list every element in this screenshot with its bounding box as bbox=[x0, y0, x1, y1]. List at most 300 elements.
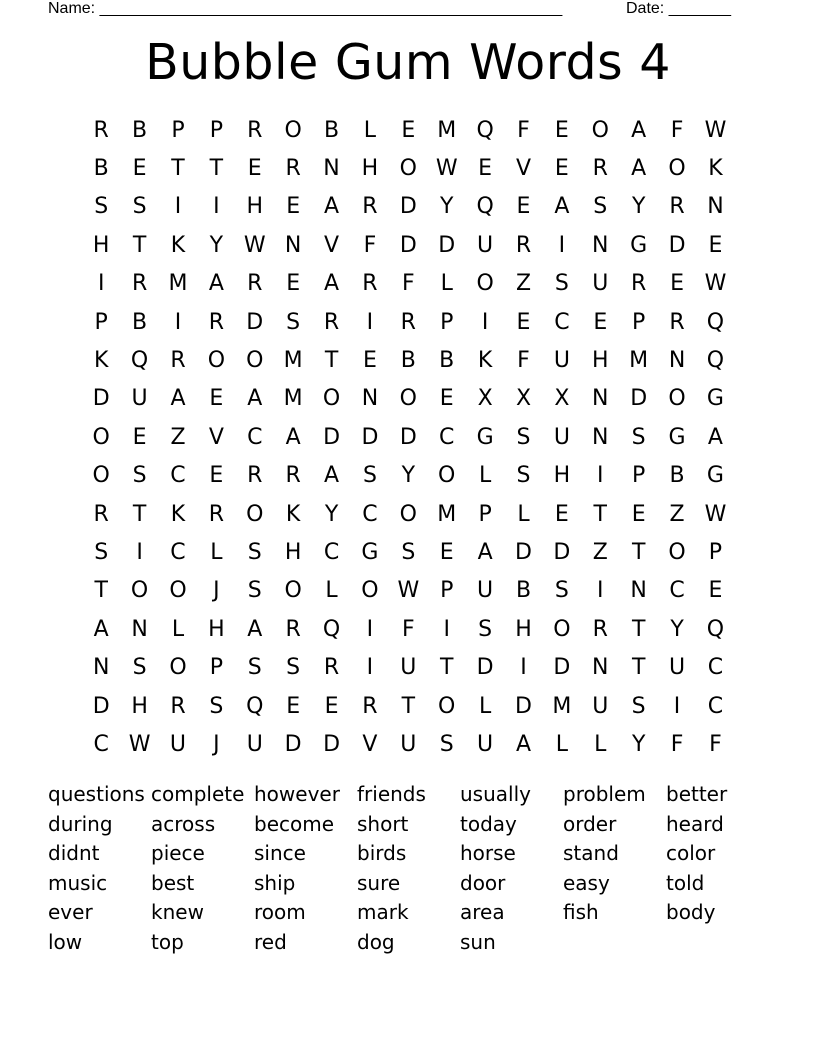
grid-letter: P bbox=[94, 309, 108, 335]
grid-letter: N bbox=[131, 616, 148, 642]
grid-letter: F bbox=[401, 271, 415, 297]
grid-letter: A bbox=[631, 117, 647, 143]
grid-letter: Q bbox=[130, 348, 149, 374]
grid-letter: O bbox=[246, 348, 264, 374]
grid-letter: S bbox=[209, 693, 224, 719]
word-list-item: dog bbox=[357, 929, 395, 954]
grid-letter: C bbox=[170, 463, 186, 489]
grid-letter: L bbox=[171, 616, 185, 642]
grid-letter: L bbox=[478, 693, 492, 719]
grid-letter: I bbox=[481, 309, 489, 335]
grid-letter: H bbox=[208, 616, 225, 642]
grid-letter: E bbox=[324, 693, 339, 719]
grid-letter: J bbox=[213, 731, 220, 757]
word-list-item: ship bbox=[254, 870, 296, 895]
grid-letter: U bbox=[553, 348, 570, 374]
grid-letter: K bbox=[93, 348, 109, 374]
grid-letter: C bbox=[554, 309, 570, 335]
grid-letter: M bbox=[283, 386, 303, 412]
grid-letter: E bbox=[247, 156, 262, 182]
word-list-item: color bbox=[666, 841, 716, 866]
grid-letter: F bbox=[670, 731, 684, 757]
grid-letter: M bbox=[437, 501, 457, 527]
grid-letter: C bbox=[323, 539, 340, 565]
grid-letter: S bbox=[132, 655, 147, 681]
grid-letter: O bbox=[169, 655, 187, 681]
grid-letter: Y bbox=[324, 501, 339, 527]
grid-letter: S bbox=[631, 424, 646, 450]
word-list-item: music bbox=[48, 870, 108, 895]
grid-letter: I bbox=[597, 578, 604, 604]
grid-letter: H bbox=[515, 616, 532, 642]
grid-letter: R bbox=[247, 271, 263, 297]
grid-letter: L bbox=[325, 578, 338, 604]
grid-letter: B bbox=[439, 348, 455, 374]
grid-letter: I bbox=[366, 616, 374, 642]
grid-letter: T bbox=[171, 156, 185, 182]
grid-letter: A bbox=[477, 539, 493, 565]
grid-letter: Y bbox=[439, 194, 454, 220]
grid-letter: D bbox=[399, 424, 417, 450]
grid-letter: W bbox=[704, 271, 727, 297]
page-title: Bubble Gum Words 4 bbox=[145, 34, 671, 91]
grid-letter: H bbox=[553, 463, 571, 489]
grid-letter: U bbox=[553, 424, 570, 450]
grid-letter: S bbox=[286, 309, 301, 335]
grid-letter: O bbox=[399, 156, 417, 182]
grid-letter: T bbox=[593, 501, 607, 527]
grid-letter: E bbox=[439, 539, 454, 565]
grid-letter: E bbox=[708, 578, 723, 604]
grid-letter: C bbox=[93, 731, 109, 757]
grid-letter: G bbox=[630, 232, 648, 258]
grid-letter: S bbox=[478, 616, 493, 642]
grid-letter: I bbox=[136, 539, 143, 565]
grid-letter: R bbox=[93, 501, 109, 527]
grid-letter: R bbox=[362, 194, 378, 220]
grid-letter: Q bbox=[706, 348, 725, 374]
grid-letter: W bbox=[435, 156, 458, 182]
word-list-item: top bbox=[151, 929, 184, 954]
grid-letter: Q bbox=[706, 616, 725, 642]
grid-letter: T bbox=[401, 693, 416, 719]
grid-letter: R bbox=[247, 463, 263, 489]
grid-letter: L bbox=[363, 117, 377, 143]
word-list-item: knew bbox=[151, 900, 204, 925]
grid-letter: I bbox=[673, 693, 681, 719]
grid-letter: M bbox=[168, 271, 188, 297]
grid-letter: D bbox=[553, 655, 571, 681]
grid-letter: L bbox=[210, 539, 223, 565]
grid-letter: R bbox=[323, 655, 340, 681]
grid-letter: W bbox=[243, 232, 266, 258]
grid-letter: N bbox=[592, 232, 609, 258]
grid-letter: D bbox=[438, 232, 456, 258]
grid-letter: T bbox=[209, 156, 224, 182]
word-list-item: problem bbox=[563, 782, 646, 806]
grid-letter: N bbox=[630, 578, 647, 604]
word-list-item: usually bbox=[460, 782, 531, 806]
grid-letter: Y bbox=[670, 616, 684, 642]
grid-letter: S bbox=[516, 463, 531, 489]
grid-letter: K bbox=[708, 156, 723, 182]
grid-letter: K bbox=[285, 501, 301, 527]
word-list-item: red bbox=[254, 929, 287, 954]
grid-letter: R bbox=[170, 348, 186, 374]
grid-letter: U bbox=[592, 271, 609, 297]
grid-letter: C bbox=[362, 501, 378, 527]
grid-letter: I bbox=[520, 655, 527, 681]
grid-letter: R bbox=[247, 117, 263, 143]
grid-letter: E bbox=[362, 348, 377, 374]
grid-letter: V bbox=[515, 156, 532, 182]
grid-letter: O bbox=[438, 693, 456, 719]
grid-letter: B bbox=[132, 309, 148, 335]
word-list-item: across bbox=[151, 811, 216, 836]
grid-letter: F bbox=[517, 117, 530, 143]
grid-letter: P bbox=[708, 539, 723, 565]
grid-letter: A bbox=[631, 156, 647, 182]
grid-letter: O bbox=[438, 463, 456, 489]
grid-letter: A bbox=[707, 424, 723, 450]
grid-letter: E bbox=[670, 271, 684, 297]
grid-letter: Q bbox=[246, 693, 264, 719]
grid-letter: S bbox=[631, 693, 646, 719]
word-list-item: friends bbox=[357, 782, 426, 806]
grid-letter: O bbox=[284, 117, 302, 143]
grid-letter: E bbox=[708, 232, 723, 258]
grid-letter: G bbox=[668, 424, 686, 450]
grid-letter: B bbox=[400, 348, 416, 374]
grid-letter: A bbox=[93, 616, 109, 642]
grid-letter: S bbox=[593, 194, 608, 220]
grid-letter: I bbox=[597, 463, 604, 489]
grid-letter: W bbox=[397, 578, 420, 604]
grid-letter: R bbox=[323, 309, 340, 335]
grid-letter: E bbox=[631, 501, 646, 527]
word-list-item: body bbox=[666, 900, 716, 925]
grid-letter: S bbox=[94, 539, 109, 565]
grid-letter: A bbox=[247, 616, 263, 642]
word-list-item: sun bbox=[460, 929, 496, 954]
grid-letter: U bbox=[669, 655, 686, 681]
grid-letter: H bbox=[592, 348, 609, 374]
grid-letter: N bbox=[707, 194, 724, 220]
grid-letter: L bbox=[517, 501, 530, 527]
grid-letter: B bbox=[93, 156, 109, 182]
grid-letter: I bbox=[213, 194, 220, 220]
grid-letter: T bbox=[631, 616, 646, 642]
grid-letter: E bbox=[401, 117, 416, 143]
grid-letter: O bbox=[322, 386, 341, 412]
grid-letter: L bbox=[594, 731, 607, 757]
word-list-item: sure bbox=[357, 870, 401, 895]
word-list-item: ever bbox=[48, 900, 93, 925]
word-list-item: told bbox=[666, 870, 705, 895]
grid-letter: A bbox=[247, 386, 263, 412]
grid-letter: Y bbox=[631, 731, 646, 757]
grid-letter: R bbox=[131, 271, 148, 297]
grid-letter: I bbox=[443, 616, 450, 642]
grid-letter: U bbox=[592, 693, 609, 719]
grid-letter: D bbox=[630, 386, 648, 412]
grid-letter: I bbox=[366, 655, 374, 681]
grid-letter: G bbox=[706, 463, 724, 489]
grid-letter: N bbox=[592, 424, 609, 450]
grid-letter: N bbox=[323, 156, 340, 182]
word-list-item: become bbox=[254, 811, 335, 836]
grid-letter: Y bbox=[401, 463, 416, 489]
grid-letter: F bbox=[401, 616, 415, 642]
date-field-label: Date: _______ bbox=[626, 0, 731, 17]
grid-letter: E bbox=[209, 463, 224, 489]
grid-letter: E bbox=[554, 501, 569, 527]
grid-letter: O bbox=[591, 117, 609, 143]
grid-letter: S bbox=[401, 539, 416, 565]
word-list-item: horse bbox=[460, 841, 516, 866]
grid-letter: D bbox=[476, 655, 494, 681]
grid-letter: E bbox=[132, 156, 147, 182]
word-list-item: questions bbox=[48, 782, 145, 806]
grid-letter: W bbox=[704, 501, 727, 527]
word-list-item: piece bbox=[151, 841, 205, 866]
grid-letter: J bbox=[213, 578, 220, 604]
grid-letter: K bbox=[477, 348, 493, 374]
grid-letter: E bbox=[286, 693, 301, 719]
grid-letter: S bbox=[247, 578, 262, 604]
grid-letter: K bbox=[170, 501, 186, 527]
grid-letter: T bbox=[94, 578, 108, 604]
grid-letter: P bbox=[209, 655, 223, 681]
grid-letter: U bbox=[400, 655, 417, 681]
word-list-item: order bbox=[563, 811, 617, 836]
grid-letter: L bbox=[440, 271, 453, 297]
word-list-item: short bbox=[357, 811, 409, 836]
grid-letter: A bbox=[285, 424, 301, 450]
grid-letter: S bbox=[247, 539, 262, 565]
grid-letter: O bbox=[284, 578, 302, 604]
grid-letter: R bbox=[362, 271, 378, 297]
grid-letter: F bbox=[363, 232, 377, 258]
word-list-item: however bbox=[254, 782, 340, 806]
grid-letter: F bbox=[670, 117, 684, 143]
grid-letter: E bbox=[132, 424, 147, 450]
grid-letter: N bbox=[361, 386, 379, 412]
grid-letter: H bbox=[284, 539, 302, 565]
grid-letter: O bbox=[668, 156, 686, 182]
grid-letter: I bbox=[558, 232, 566, 258]
grid-letter: V bbox=[324, 232, 340, 258]
grid-letter: P bbox=[440, 309, 454, 335]
grid-letter: I bbox=[366, 309, 374, 335]
grid-letter: O bbox=[92, 424, 110, 450]
word-list-item: mark bbox=[357, 900, 409, 925]
grid-letter: H bbox=[92, 232, 110, 258]
grid-letter: T bbox=[631, 539, 646, 565]
grid-letter: U bbox=[477, 232, 494, 258]
grid-letter: E bbox=[593, 309, 608, 335]
grid-letter: O bbox=[399, 386, 417, 412]
grid-letter: R bbox=[285, 616, 301, 642]
grid-letter: O bbox=[553, 616, 571, 642]
grid-letter: S bbox=[554, 578, 569, 604]
grid-letter: R bbox=[285, 156, 301, 182]
grid-letter: Q bbox=[322, 616, 341, 642]
grid-letter: D bbox=[323, 424, 341, 450]
grid-letter: P bbox=[478, 501, 492, 527]
grid-letter: O bbox=[361, 578, 379, 604]
header-line bbox=[48, 0, 768, 20]
grid-letter: U bbox=[131, 386, 148, 412]
grid-letter: E bbox=[286, 271, 301, 297]
grid-letter: O bbox=[246, 501, 264, 527]
grid-letter: T bbox=[324, 348, 339, 374]
grid-letter: U bbox=[477, 731, 494, 757]
grid-letter: A bbox=[515, 731, 532, 757]
grid-letter: O bbox=[169, 578, 187, 604]
grid-letter: L bbox=[478, 463, 492, 489]
grid-letter: P bbox=[209, 117, 223, 143]
grid-letter: A bbox=[324, 194, 340, 220]
grid-letter: H bbox=[246, 194, 264, 220]
grid-letter: Q bbox=[706, 309, 725, 335]
grid-letter: O bbox=[207, 348, 226, 374]
word-list-item: area bbox=[460, 900, 505, 925]
grid-letter: Z bbox=[669, 501, 685, 527]
grid-letter: D bbox=[361, 424, 379, 450]
grid-letter: C bbox=[247, 424, 263, 450]
grid-letter: X bbox=[554, 386, 570, 412]
grid-letter: L bbox=[555, 731, 569, 757]
grid-letter: H bbox=[361, 156, 379, 182]
grid-letter: M bbox=[552, 693, 572, 719]
grid-letter: T bbox=[132, 501, 147, 527]
grid-letter: E bbox=[516, 309, 531, 335]
grid-letter: O bbox=[130, 578, 149, 604]
grid-letter: V bbox=[208, 424, 224, 450]
word-list bbox=[48, 780, 769, 958]
grid-letter: T bbox=[631, 655, 646, 681]
grid-letter: D bbox=[399, 194, 417, 220]
grid-letter: G bbox=[476, 424, 494, 450]
grid-letter: S bbox=[516, 424, 531, 450]
grid-letter: D bbox=[92, 693, 110, 719]
grid-letter: N bbox=[92, 655, 110, 681]
grid-letter: X bbox=[515, 386, 532, 412]
name-field-label: Name: ____________________________________________________ bbox=[48, 0, 563, 17]
grid-letter: M bbox=[283, 348, 303, 374]
grid-letter: R bbox=[208, 309, 225, 335]
grid-letter: M bbox=[629, 348, 649, 374]
grid-letter: E bbox=[286, 194, 301, 220]
grid-letter: S bbox=[94, 194, 109, 220]
grid-letter: D bbox=[553, 539, 571, 565]
grid-letter: E bbox=[478, 156, 493, 182]
grid-letter: C bbox=[707, 693, 724, 719]
grid-letter: S bbox=[286, 655, 301, 681]
grid-letter: R bbox=[93, 117, 109, 143]
grid-letter: U bbox=[246, 731, 263, 757]
grid-letter: Z bbox=[515, 271, 532, 297]
grid-letter: O bbox=[476, 271, 494, 297]
grid-letter: B bbox=[669, 463, 685, 489]
word-list-item: best bbox=[151, 870, 195, 895]
grid-letter: Z bbox=[170, 424, 186, 450]
grid-letter: E bbox=[516, 194, 531, 220]
grid-letter: S bbox=[439, 731, 454, 757]
word-list-item: easy bbox=[563, 870, 610, 895]
grid-letter: P bbox=[440, 578, 454, 604]
grid-letter: O bbox=[668, 539, 686, 565]
grid-letter: U bbox=[169, 731, 187, 757]
grid-letter: U bbox=[477, 578, 494, 604]
grid-letter: B bbox=[515, 578, 532, 604]
grid-letter: Q bbox=[476, 194, 494, 220]
grid-letter: S bbox=[247, 655, 262, 681]
grid-letter: R bbox=[208, 501, 225, 527]
grid-letter: I bbox=[174, 309, 182, 335]
grid-letter: E bbox=[554, 156, 569, 182]
grid-letter: R bbox=[669, 194, 685, 220]
grid-letter: A bbox=[324, 463, 340, 489]
grid-letter: R bbox=[362, 693, 378, 719]
grid-letter: W bbox=[704, 117, 727, 143]
grid-letter: S bbox=[132, 463, 147, 489]
word-list-item: complete bbox=[151, 782, 245, 806]
grid-letter: F bbox=[517, 348, 530, 374]
grid-letter: W bbox=[128, 731, 151, 757]
word-list-item: during bbox=[48, 811, 113, 836]
grid-letter: D bbox=[515, 539, 532, 565]
grid-letter: S bbox=[554, 271, 569, 297]
grid-letter: T bbox=[132, 232, 147, 258]
grid-letter: B bbox=[323, 117, 340, 143]
grid-letter: D bbox=[323, 731, 341, 757]
grid-letter: D bbox=[668, 232, 686, 258]
grid-letter: A bbox=[324, 271, 340, 297]
grid-letter: A bbox=[208, 271, 224, 297]
grid-letter: Z bbox=[592, 539, 608, 565]
word-list-item: since bbox=[254, 841, 306, 866]
letter-grid bbox=[82, 111, 735, 764]
word-list-item: birds bbox=[357, 841, 407, 866]
word-list-item: stand bbox=[563, 841, 619, 866]
grid-letter: C bbox=[669, 578, 685, 604]
grid-letter: A bbox=[554, 194, 570, 220]
grid-letter: O bbox=[668, 386, 686, 412]
grid-letter: Q bbox=[476, 117, 494, 143]
grid-letter: S bbox=[132, 194, 147, 220]
grid-letter: P bbox=[632, 463, 646, 489]
grid-letter: I bbox=[174, 194, 182, 220]
grid-letter: P bbox=[171, 117, 185, 143]
grid-letter: D bbox=[399, 232, 417, 258]
word-list-item: door bbox=[460, 870, 506, 895]
grid-letter: G bbox=[361, 539, 379, 565]
grid-letter: S bbox=[362, 463, 377, 489]
grid-letter: G bbox=[706, 386, 724, 412]
grid-letter: Y bbox=[209, 232, 224, 258]
word-list-item: low bbox=[48, 929, 83, 954]
word-list-item: better bbox=[666, 782, 728, 806]
grid-letter: R bbox=[592, 616, 608, 642]
grid-letter: D bbox=[284, 731, 302, 757]
grid-letter: N bbox=[668, 348, 686, 374]
grid-letter: A bbox=[170, 386, 186, 412]
grid-letter: O bbox=[92, 463, 110, 489]
grid-letter: E bbox=[209, 386, 224, 412]
grid-letter: E bbox=[554, 117, 569, 143]
